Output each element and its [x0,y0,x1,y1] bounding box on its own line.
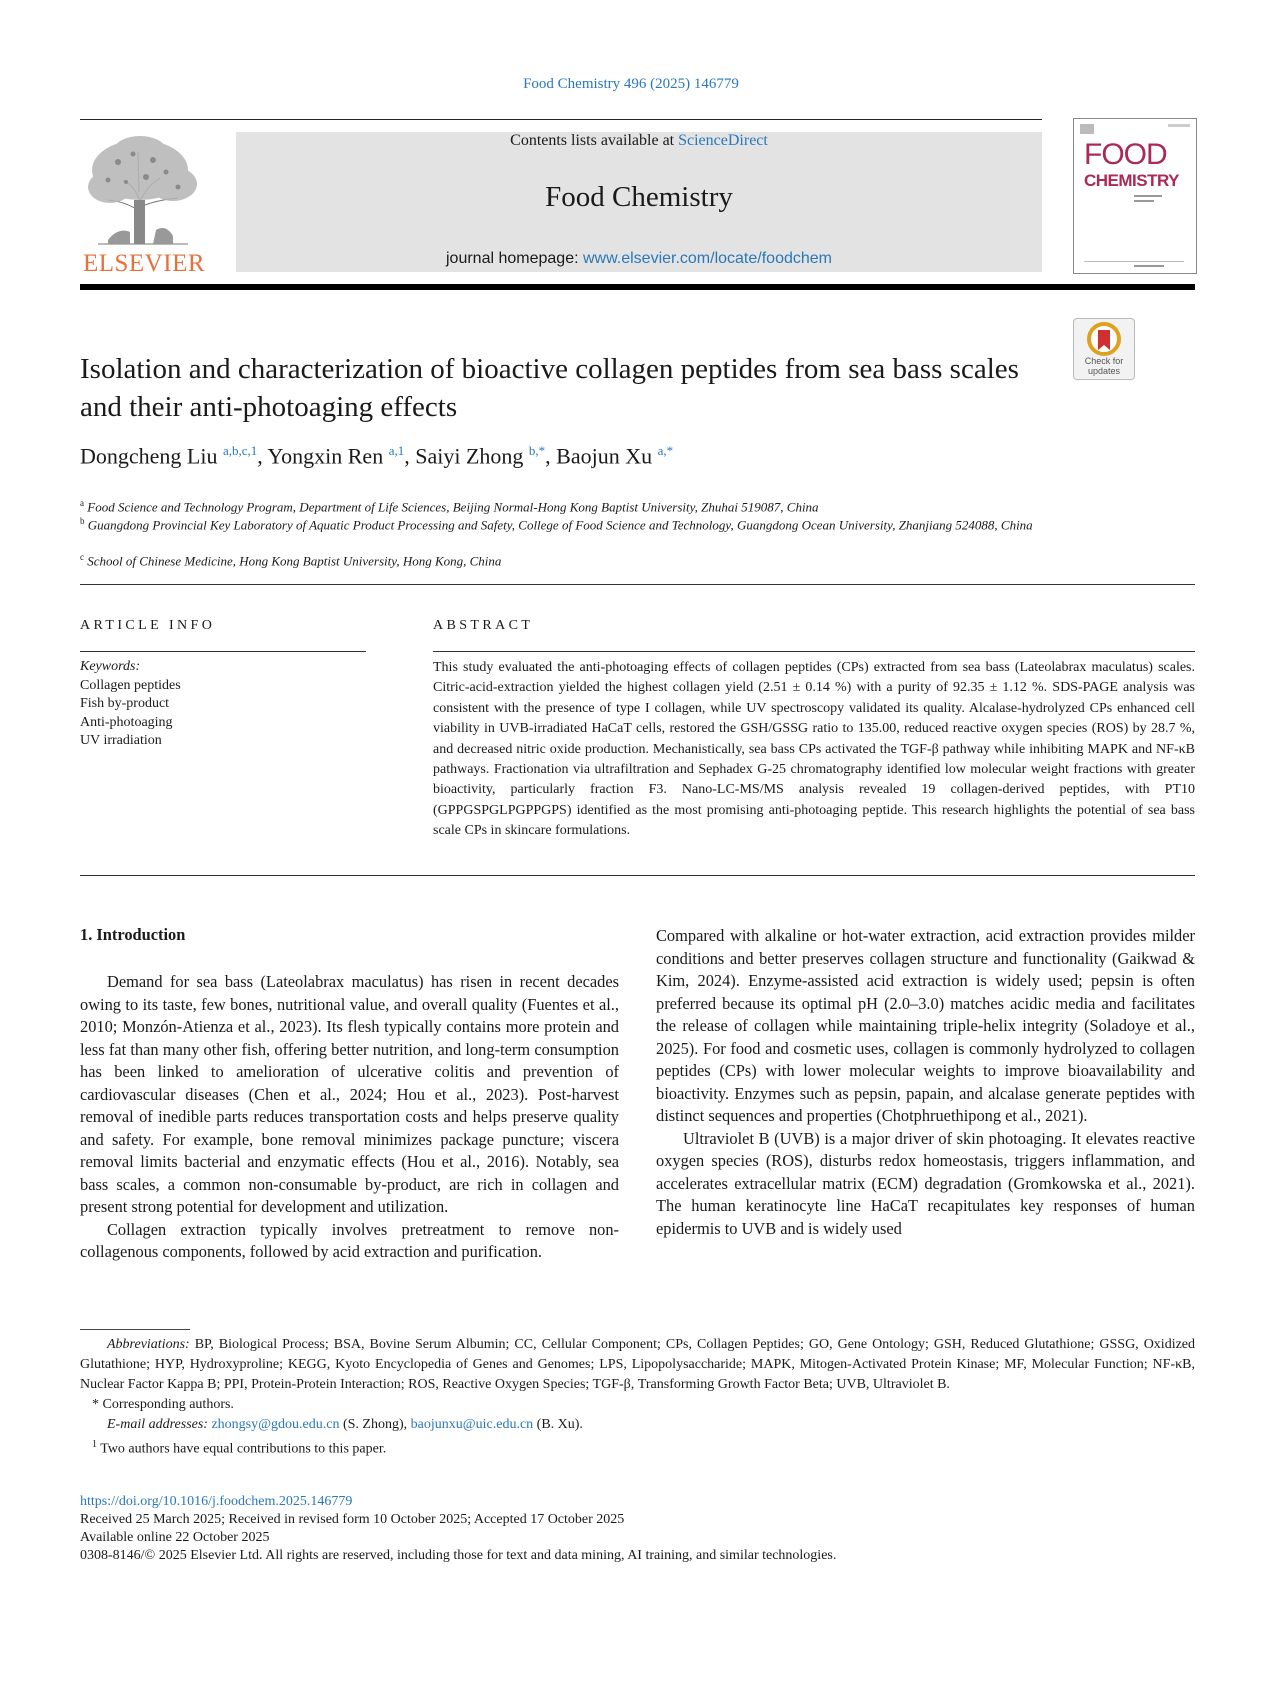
introduction-heading: 1. Introduction [80,925,186,944]
keyword-item[interactable]: Collagen peptides [80,677,181,693]
cover-title-food: FOOD [1084,138,1167,171]
right-column [656,925,1195,1240]
author-separator: , [404,443,416,469]
crossmark-label-line2: updates [1087,366,1121,376]
contents-line [236,132,1042,150]
contents-prefix: Contents lists available at [510,132,679,149]
publication-info [80,1493,1195,1565]
doi-link[interactable]: https://doi.org/10.1016/j.foodchem.2025.146779 [80,1494,353,1509]
copyright-line: 0308-8146/© 2025 Elsevier Ltd. All rights are reserved, including those for text and data mining, AI training, and similar technologies. [80,1548,837,1563]
author-list [80,443,673,469]
affiliation-c [80,548,1060,570]
email-owner: (B. Xu). [536,1417,583,1432]
author-name[interactable]: Saiyi Zhong [415,443,524,469]
footnotes [80,1335,1195,1460]
body-paragraph: Collagen extraction typically involves pretreatment to remove non-collagenous components, followed by acid extraction and purification. [80,1219,619,1261]
keyword-item[interactable]: Fish by-product [80,696,170,711]
author-name[interactable]: Yongxin Ren [267,443,384,469]
corresponding-text: Corresponding authors. [102,1397,234,1412]
elsevier-wordmark: ELSEVIER [82,250,206,277]
cover-title-chemistry: CHEMISTRY [1084,171,1179,190]
crossmark-icon [1074,320,1134,358]
left-column [80,971,619,1264]
affiliation-text: Food Science and Technology Program, Department of Life Sciences, Beijing Normal-Hong Kong Baptist University, Zhuhai 519087, China [87,499,819,515]
equal-contribution-text: Two authors have equal contributions to this paper. [100,1441,387,1457]
homepage-prefix: journal homepage: [446,250,583,267]
body-paragraph: Demand for sea bass (Lateolabrax maculatus) has risen in recent decades owing to its taste, few bones, nutritional value, and overall quality (Fuentes et al., 2010; Monzón-Atienza et al., 2023). Its flesh typically contains more protein and less fat than many other fish, offering better nutrition, and long-term consumption has been linked to amelioration of ulcerative colitis and prevention of cardiovascular diseases (Chen et al., 2024; Hou et al., 2023). Post-harvest removal of inedible parts reduces transportation costs and helps preserve quality and safety. For example, bone removal minimizes package puncture; viscera removal limits bacterial and enzymatic effects (Hou et al., 2016). Notably, sea bass scales, a common non-consumable by-product, are rich in collagen and present strong potential for development and utilization. [80,972,619,1216]
author-affiliation-marks[interactable]: a,b,c,1 [222,443,258,458]
journal-reference-link[interactable]: Food Chemistry 496 (2025) 146779 [523,76,739,92]
corresponding-note [80,1395,1195,1415]
abstract-heading: ABSTRACT [433,618,534,633]
affiliation-text: School of Chinese Medicine, Hong Kong Baptist University, Hong Kong, China [87,553,502,569]
author-affiliation-marks[interactable]: b,* [528,443,546,458]
keywords-label: Keywords: [80,659,141,674]
email-owner: (S. Zhong), [342,1417,408,1432]
author-affiliation-marks[interactable]: a,1 [388,443,405,458]
affiliation-b [80,512,1060,534]
author-separator: , [545,443,557,469]
homepage-line [236,250,1042,268]
cover-footer-line [1134,265,1164,267]
top-rule [80,119,1042,120]
affiliation-text: Guangdong Provincial Key Laboratory of Aquatic Product Processing and Safety, College of Food Science and Technology, Guangdong Ocean University, Zhanjiang 524088, China [87,517,1033,533]
cover-footer-line [1084,261,1184,262]
affiliation-mark: a [80,498,84,508]
affiliation-mark: b [80,516,85,526]
abbreviations-note [80,1335,1195,1395]
journal-title: Food Chemistry [545,181,733,213]
abstract-text: This study evaluated the anti-photoaging effects of collagen peptides (CPs) extracted from sea bass (Lateolabrax maculatus) scales. Citric-acid-extraction yielded the highest collagen yield (2.51 ± 0.14 %) with a purity of 92.35 ± 1.12 %. SDS-PAGE analysis was consistent with the presence of type I collagen, while UV spectroscopy validated its quality. Alcalase-hydrolyzed CPs enhanced cell viability in UVB-irradiated HaCaT cells, restored the GSH/GSSG ratio to 135.00, reduced reactive oxygen species (ROS) by 28.7 %, and decreased nitric oxide production. Mechanistically, sea bass CPs activated the TGF-β pathway while inhibiting MAPK and NF-κB pathways. Fractionation via ultrafiltration and Sephadex G-25 chromatography identified low molecular weight fractions with greater bioactivity, particularly fraction F3. Nano-LC-MS/MS analysis revealed 19 collagen-derived peptides, with PT10 (GPPGSPGLPGPPGPS) identified as the most promising anti-photoaging peptide. This research highlights the potential of sea bass scale CPs in skincare formulations. [433,660,1195,839]
keywords-block [80,658,181,751]
affiliation-mark: c [80,552,84,562]
received-dates: Received 25 March 2025; Received in revised form 10 October 2025; Accepted 17 October 2025 [80,1512,625,1527]
article-info-rule [80,651,366,652]
keyword-item[interactable]: UV irradiation [80,733,162,748]
section-divider [80,875,1195,876]
header-thick-rule [80,284,1195,290]
equal-contribution-note [80,1435,1195,1460]
author-name[interactable]: Dongcheng Liu [80,443,218,469]
footnote-rule [80,1329,190,1330]
email-label: E-mail addresses: [107,1417,208,1432]
cover-editor-line [1134,195,1162,197]
crossmark-label [1074,356,1134,376]
sciencedirect-link[interactable]: ScienceDirect [678,132,768,149]
footnote-mark: * [92,1397,99,1412]
keyword-item[interactable]: Anti-photoaging [80,714,173,730]
email-link[interactable]: baojunxu@uic.edu.cn [410,1417,534,1432]
body-paragraph: Ultraviolet B (UVB) is a major driver of skin photoaging. It elevates reactive oxygen species (ROS), disturbs redox homeostasis, triggers inflammation, and accelerates extracellular matrix (ECM) degradation (Gromkowska et al., 2021). The human keratinocyte line HaCaT recapitulates key responses of human epidermis to UVB and is widely used [656,1128,1195,1238]
abbreviations-label: Abbreviations: [107,1337,190,1352]
email-note [80,1415,1195,1435]
footnote-mark: 1 [92,1439,97,1450]
homepage-link[interactable]: www.elsevier.com/locate/foodchem [582,250,832,267]
section-divider [80,584,1195,585]
cover-editor-line [1134,200,1154,202]
author-name[interactable]: Baojun Xu [556,443,653,469]
check-for-updates-badge[interactable] [1073,318,1135,380]
body-paragraph: Compared with alkaline or hot-water extraction, acid extraction provides milder conditions and better preserves collagen structure and functionality (Gaikwad & Kim, 2024). Enzyme-assisted acid extraction is widely used; pepsin is often preferred because its optimal pH (2.0–3.0) matches acidic media and facilitates the release of collagen while maintaining triple-helix integrity (Soladoye et al., 2025). For food and cosmetic uses, collagen is commonly hydrolyzed to collagen peptides (CPs) with lower molecular weights to improve bioavailability and bioactivity. Enzymes such as pepsin, papain, and alcalase generate peptides with distinct sequences and properties (Chotphruethipong et al., 2021). [656,926,1195,1125]
available-online: Available online 22 October 2025 [80,1530,270,1545]
journal-cover-thumbnail[interactable] [1073,118,1197,274]
author-separator: , [257,443,268,469]
author-affiliation-marks[interactable]: a,* [657,443,674,458]
cover-mini-logo [1080,124,1094,134]
cover-mini-text [1168,124,1190,127]
email-link[interactable]: zhongsy@gdou.edu.cn [211,1417,340,1432]
abstract-rule [433,651,1195,652]
crossmark-label-line1: Check for [1084,356,1124,366]
abbreviations-text: BP, Biological Process; BSA, Bovine Serum Albumin; CC, Cellular Component; CPs, Collagen Peptides; GO, Gene Ontology; GSH, Reduced Glutathione; GSSG, Oxidized Glutathione; HYP, Hydroxyproline; KEGG, Kyoto Encyclopedia of Genes and Genomes; LPS, Lipopolysaccharide; MAPK, Mitogen-Activated Protein Kinase; MF, Molecular Function; NF-κB, Nuclear Factor Kappa B; PPI, Protein-Protein Interaction; ROS, Reactive Oxygen Species; TGF-β, Transforming Growth Factor Beta; UVB, Ultraviolet B. [80,1337,1196,1392]
article-title: Isolation and characterization of bioactive collagen peptides from sea bass scales and their anti-photoaging effects [80,353,1019,423]
article-info-heading: ARTICLE INFO [80,618,216,633]
